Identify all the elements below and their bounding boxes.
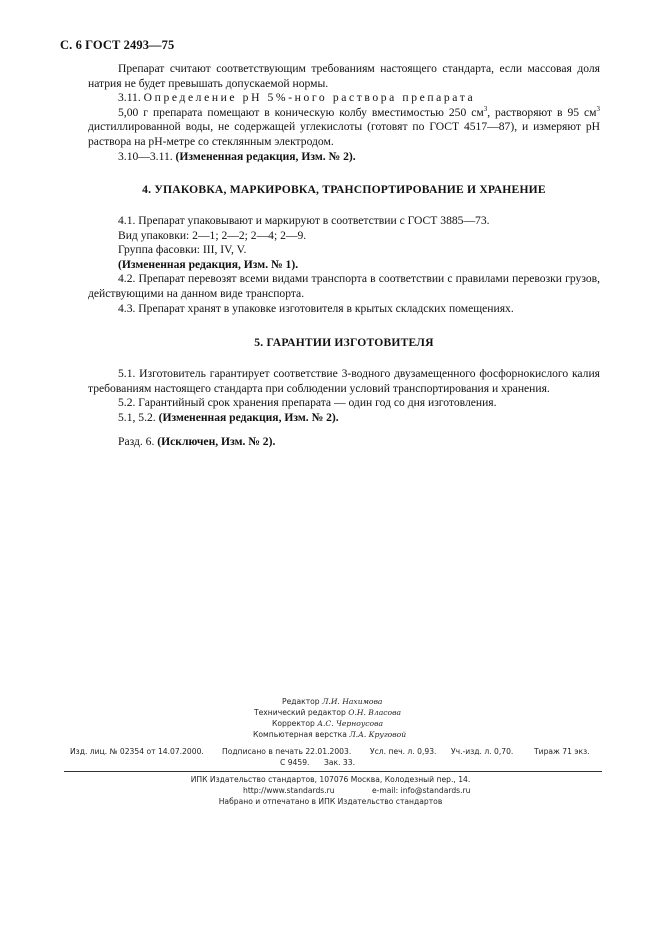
credit-role: Редактор bbox=[282, 697, 320, 706]
print-sheets-info: Усл. печ. л. 0,93. bbox=[370, 747, 437, 756]
section-5-body bbox=[88, 367, 600, 450]
paragraph-4-2: 4.2. Препарат перевозят всеми видами транспорта в соответствии с правилами перевозки грузов, действующими на данном виде транспорта. bbox=[88, 272, 600, 300]
section-3-continuation bbox=[88, 62, 600, 164]
paragraph-package-type: Вид упаковки: 2—1; 2—2; 2—4; 2—9. bbox=[118, 228, 307, 242]
paragraph-3-11-heading bbox=[88, 91, 600, 106]
paragraph-5-1: 5.1. Изготовитель гарантирует соответствие 3-водного двузамещенного фосфорнокислого калия требованиям настоящего стандарта при соблюдении условий транспортирования и хранения. bbox=[88, 367, 600, 395]
credit-name: Л.И. Нахимова bbox=[322, 697, 383, 706]
order-zak-info: Зак. 33. bbox=[324, 758, 356, 767]
amendment-note: (Измененная редакция, Изм. № 2). bbox=[158, 410, 339, 424]
section-5-title: 5. ГАРАНТИИ ИЗГОТОВИТЕЛЯ bbox=[254, 336, 434, 349]
clause-number: 3.11. bbox=[118, 91, 141, 105]
credit-name: Л.А. Круговой bbox=[349, 730, 407, 739]
imprint-divider bbox=[64, 771, 602, 772]
publisher-email: e-mail: info@standards.ru bbox=[372, 786, 471, 795]
paragraph-4-1: 4.1. Препарат упаковывают и маркируют в соответствии с ГОСТ 3885—73. bbox=[118, 214, 490, 227]
superscript-cube-2: 3 bbox=[596, 104, 600, 113]
order-c-info: С 9459. bbox=[280, 758, 310, 767]
credit-editor bbox=[282, 697, 382, 707]
exclusion-note: (Исключен, Изм. № 2). bbox=[157, 435, 276, 449]
credit-tech-editor bbox=[254, 708, 401, 718]
print-run-info: Тираж 71 экз. bbox=[534, 747, 590, 756]
paragraph-5-2: 5.2. Гарантийный срок хранения препарата — один год со дня изготовления. bbox=[118, 396, 497, 410]
amendment-note: (Измененная редакция, Изм. № 2). bbox=[175, 149, 356, 163]
credit-proofreader bbox=[272, 719, 383, 729]
paragraph-amendment-1: (Измененная редакция, Изм. № 1). bbox=[118, 257, 299, 271]
section-4-body bbox=[88, 214, 600, 316]
procedure-text-3: дистиллированной воды, не содержащей углекислоты (готовят по ГОСТ 4517—87), и измеряют рН раствора на рН-метре со стеклянным электродом. bbox=[88, 120, 600, 148]
paragraph-sodium-requirement: Препарат считают соответствующим требованиям настоящего стандарта, если массовая доля натрия не будет превышать допускаемой нормы. bbox=[88, 62, 600, 90]
license-info: Изд. лиц. № 02354 от 14.07.2000. bbox=[70, 747, 204, 756]
section-4-title: 4. УПАКОВКА, МАРКИРОВКА, ТРАНСПОРТИРОВАНИЕ И ХРАНЕНИЕ bbox=[142, 183, 546, 196]
procedure-text-2: , растворяют в 95 см bbox=[487, 105, 597, 119]
credit-name: О.Н. Власова bbox=[348, 708, 402, 717]
typeset-info: Набрано и отпечатано в ИПК Издательство стандартов bbox=[218, 797, 443, 806]
credit-role: Корректор bbox=[272, 719, 315, 728]
credit-layout bbox=[253, 730, 406, 740]
credit-role: Технический редактор bbox=[254, 708, 346, 717]
clause-title: Определение рН 5%-ного раствора препарата bbox=[143, 91, 476, 105]
publisher-sheets-info: Уч.-изд. л. 0,70. bbox=[451, 747, 514, 756]
signed-info: Подписано в печать 22.01.2003. bbox=[222, 747, 352, 756]
paragraph-amendment-3 bbox=[88, 150, 600, 165]
section-reference: Разд. 6. bbox=[118, 435, 155, 449]
superscript-cube-1: 3 bbox=[483, 104, 488, 113]
publisher-website: http://www.standards.ru bbox=[243, 786, 335, 795]
paragraph-ph-procedure bbox=[88, 106, 600, 150]
publisher-address: ИПК Издательство стандартов, 107076 Москва, Колодезный пер., 14. bbox=[190, 775, 471, 784]
procedure-text-1: 5,00 г препарата помещают в коническую колбу вместимостью 250 см bbox=[118, 105, 484, 119]
clause-range: 5.1, 5.2. bbox=[118, 410, 156, 424]
credit-name: А.С. Черноусова bbox=[317, 719, 384, 728]
paragraph-4-3: 4.3. Препарат хранят в упаковке изготовителя в крытых складских помещениях. bbox=[118, 301, 514, 315]
paragraph-package-group: Группа фасовки: III, IV, V. bbox=[118, 243, 247, 257]
paragraph-amendment-5 bbox=[88, 411, 600, 426]
paragraph-section-6-excluded bbox=[88, 435, 600, 450]
credit-role: Компьютерная верстка bbox=[253, 730, 347, 739]
page-header: С. 6 ГОСТ 2493—75 bbox=[60, 38, 175, 52]
clause-range: 3.10—3.11. bbox=[118, 149, 173, 163]
